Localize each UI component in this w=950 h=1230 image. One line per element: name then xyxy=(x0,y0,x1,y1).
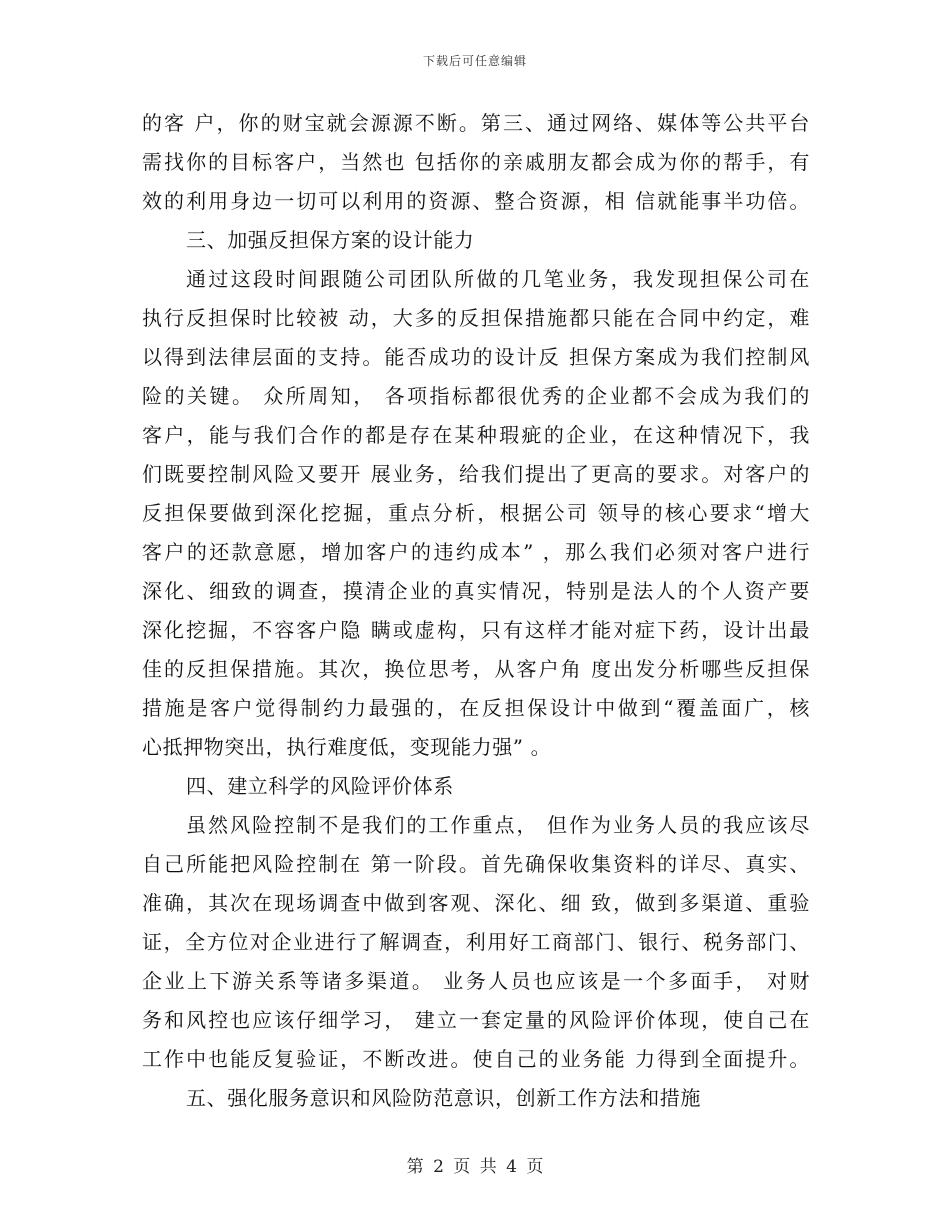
section-heading: 四、建立科学的风险评价体系 xyxy=(186,774,454,798)
paragraph-line: 以得到法律层面的支持。能否成功的设计反 担保方案成为我们控制风 xyxy=(142,345,810,369)
page-header: 下载后可任意编辑 xyxy=(422,54,527,68)
paragraph-line: 深化挖掘，不容客户隐 瞒或虚构，只有这样才能对症下药，设计出最 xyxy=(142,618,810,642)
document-body xyxy=(142,104,810,1118)
paragraph-line: 心抵押物突出，执行难度低，变现能力强” 。 xyxy=(142,735,552,759)
paragraph-line: 深化、细致的调查，摸清企业的真实情况，特别是法人的个人资产要 xyxy=(142,579,810,603)
paragraph-line: 效的利用身边一切可以利用的资源、整合资源，相 信就能事半功倍。 xyxy=(142,189,810,213)
paragraph-line: 客户的还款意愿，增加客户的违约成本” ，那么我们必须对客户进行 xyxy=(142,540,810,564)
section-heading: 三、加强反担保方案的设计能力 xyxy=(186,228,475,252)
paragraph-line: 执行反担保时比较被 动，大多的反担保措施都只能在合同中约定，难 xyxy=(142,306,810,330)
paragraph-line: 证，全方位对企业进行了解调查，利用好工商部门、银行、税务部门、 xyxy=(142,930,810,954)
paragraph-line: 企业上下游关系等诸多渠道。 业务人员也应该是一个多面手， 对财 xyxy=(142,969,810,993)
paragraph-line: 自己所能把风险控制在 第一阶段。首先确保收集资料的详尽、真实、 xyxy=(142,852,810,876)
paragraph-line: 险的关键。 众所周知， 各项指标都很优秀的企业都不会成为我们的 xyxy=(142,384,810,408)
paragraph-line: 客户，能与我们合作的都是存在某种瑕疵的企业，在这种情况下，我 xyxy=(142,423,810,447)
paragraph-line: 务和风控也应该仔细学习， 建立一套定量的风险评价体现，使自己在 xyxy=(142,1008,810,1032)
paragraph-line: 们既要控制风险又要开 展业务，给我们提出了更高的要求。对客户的 xyxy=(142,462,810,486)
paragraph-line: 反担保要做到深化挖掘，重点分析，根据公司 领导的核心要求“增大 xyxy=(142,501,810,525)
paragraph-line: 需找你的目标客户，当然也 包括你的亲戚朋友都会成为你的帮手，有 xyxy=(142,150,810,174)
section-heading: 五、强化服务意识和风险防范意识，创新工作方法和措施 xyxy=(186,1086,701,1110)
paragraph-line: 通过这段时间跟随公司团队所做的几笔业务，我发现担保公司在 xyxy=(186,267,810,291)
page-number: 第 2 页 共 4 页 xyxy=(406,1157,544,1177)
paragraph-line: 准确，其次在现场调查中做到客观、深化、细 致，做到多渠道、重验 xyxy=(142,891,810,915)
paragraph-line: 虽然风险控制不是我们的工作重点， 但作为业务人员的我应该尽 xyxy=(186,813,810,837)
paragraph-line: 工作中也能反复验证，不断改进。使自己的业务能 力得到全面提升。 xyxy=(142,1047,810,1071)
paragraph-line: 措施是客户觉得制约力最强的，在反担保设计中做到“覆盖面广，核 xyxy=(142,696,810,720)
paragraph-line: 的客 户，你的财宝就会源源不断。第三、通过网络、媒体等公共平台 xyxy=(142,111,810,135)
paragraph-line: 佳的反担保措施。其次，换位思考，从客户角 度出发分析哪些反担保 xyxy=(142,657,810,681)
